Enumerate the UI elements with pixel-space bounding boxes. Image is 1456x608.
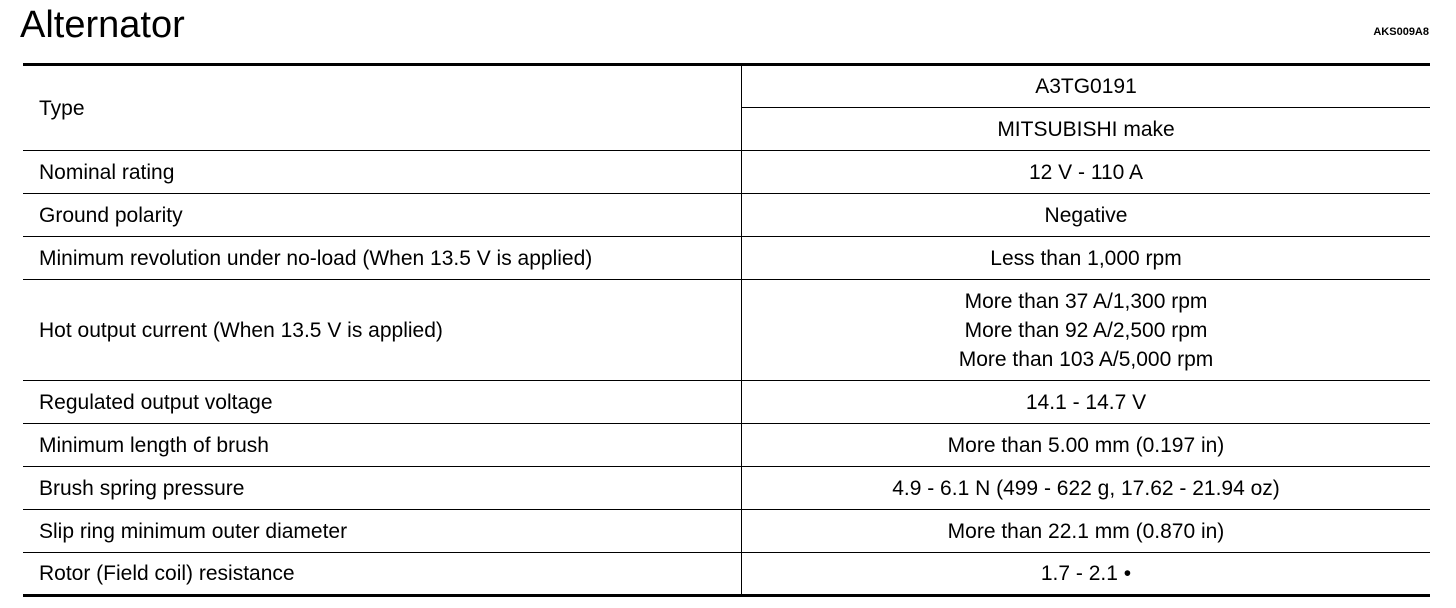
param-value: More than 5.00 mm (0.197 in) [742, 424, 1431, 467]
table-row [23, 194, 1430, 237]
table-row [23, 424, 1430, 467]
spec-table [23, 63, 1430, 597]
param-value-line: More than 92 A/2,500 rpm [964, 318, 1208, 342]
param-label: Brush spring pressure [23, 467, 742, 510]
param-label: Minimum length of brush [23, 424, 742, 467]
param-label: Slip ring minimum outer diameter [23, 510, 742, 553]
param-value: More than 22.1 mm (0.870 in) [742, 510, 1431, 553]
param-value: 4.9 - 6.1 N (499 - 622 g, 17.62 - 21.94 oz) [742, 467, 1431, 510]
param-label: Minimum revolution under no-load (When 13.5 V is applied) [23, 237, 742, 280]
param-value-line: More than 37 A/1,300 rpm [964, 289, 1208, 313]
table-row-type-1 [23, 65, 1430, 108]
table-row [23, 510, 1430, 553]
param-label: Ground polarity [23, 194, 742, 237]
param-value-multiline [742, 280, 1431, 381]
table-row [23, 381, 1430, 424]
param-label: Hot output current (When 13.5 V is applied) [23, 280, 742, 381]
param-label: Nominal rating [23, 151, 742, 194]
param-value: 12 V - 110 A [742, 151, 1431, 194]
param-label: Rotor (Field coil) resistance [23, 553, 742, 596]
document-code: AKS009A8 [1373, 26, 1429, 38]
table-row [23, 553, 1430, 596]
table-row [23, 237, 1430, 280]
param-value-line: More than 103 A/5,000 rpm [958, 347, 1214, 371]
table-row [23, 467, 1430, 510]
page-title: Alternator [20, 4, 185, 46]
param-label-type: Type [39, 96, 85, 120]
value-type-make: MITSUBISHI make [742, 108, 1431, 151]
param-label: Regulated output voltage [23, 381, 742, 424]
table-row [23, 151, 1430, 194]
param-value: 14.1 - 14.7 V [742, 381, 1431, 424]
param-value: 1.7 - 2.1 • [742, 553, 1431, 596]
param-value: Less than 1,000 rpm [742, 237, 1431, 280]
table-row [23, 280, 1430, 381]
value-type-model: A3TG0191 [742, 65, 1431, 108]
param-value: Negative [742, 194, 1431, 237]
